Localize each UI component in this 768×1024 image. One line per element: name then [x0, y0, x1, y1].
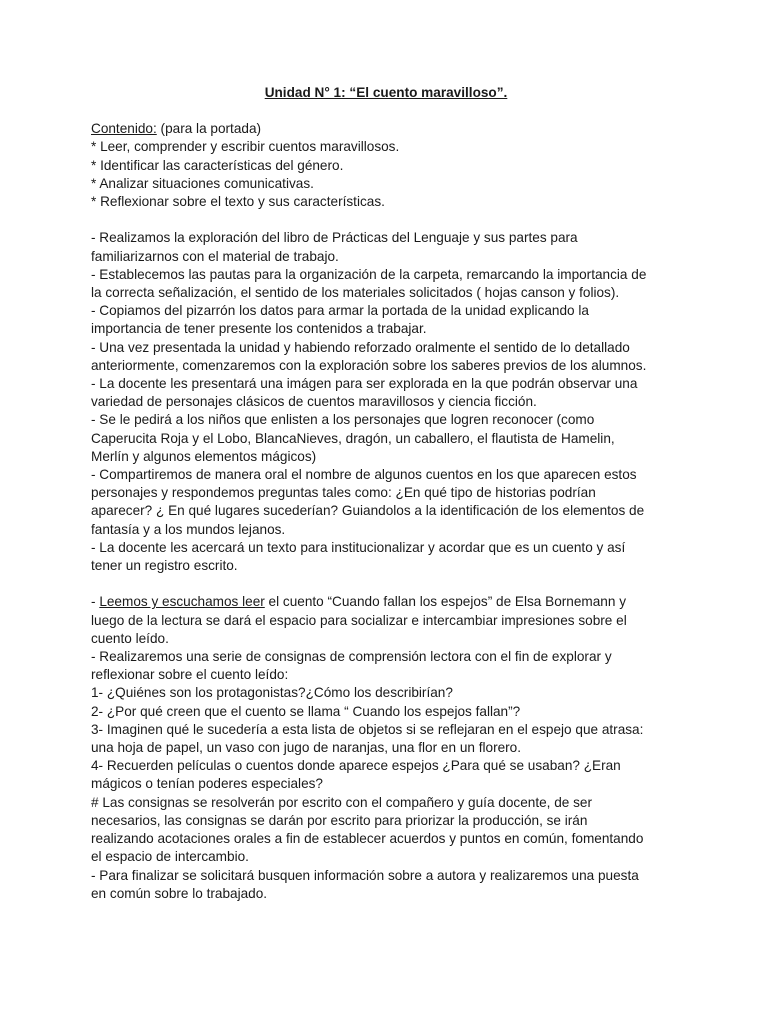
paragraph-gap — [91, 211, 681, 229]
text-line: - Realizaremos una serie de consignas de comprensión lectora con el fin de explorar y — [91, 649, 612, 665]
text-line: cuento leído. — [91, 630, 169, 646]
text-line: 4- Recuerden películas o cuentos donde aparece espejos ¿Para qué se usaban? ¿Eran — [91, 758, 621, 774]
text-line: - Se le pedirá a los niños que enlisten a los personajes que logren reconocer (como — [91, 412, 595, 428]
activities-block-2 — [91, 612, 681, 903]
text-line: la correcta señalización, el sentido de los materiales solicitados ( hojas canson y folios). — [91, 285, 620, 301]
text-line: 1- ¿Quiénes son los protagonistas?¿Cómo los describirían? — [91, 685, 453, 701]
contenido-note: (para la portada) — [156, 121, 262, 137]
text-line: - Una vez presentada la unidad y habiendo reforzado oralmente el sentido de lo detallado — [91, 339, 630, 355]
text-line: luego de la lectura se dará el espacio para socializar e intercambiar impresiones sobre el — [91, 612, 627, 628]
text-line: - Para finalizar se solicitará busquen información sobre a autora y realizaremos una puesta — [91, 867, 639, 883]
text-line: - La docente les presentará una imágen para ser explorada en la que podrán observar una — [91, 376, 638, 392]
text-line: - La docente les acercará un texto para institucionalizar y acordar que es un cuento y así — [91, 539, 626, 555]
text-line: necesarios, las consignas se darán por escrito para priorizar la producción, se irán — [91, 812, 588, 828]
contenido-heading — [91, 120, 681, 138]
document-page — [91, 84, 681, 903]
contenido-bullet: * Identificar las características del género. — [91, 157, 344, 173]
text-line: Merlín y algunos elementos mágicos) — [91, 448, 317, 464]
text-line: en común sobre lo trabajado. — [91, 885, 268, 901]
paragraph-gap — [91, 575, 681, 593]
text-line: - Realizamos la exploración del libro de Prácticas del Lenguaje y sus partes para — [91, 230, 578, 246]
reading-intro-rest: el cuento “Cuando fallan los espejos” de Elsa Bornemann y — [264, 594, 626, 610]
text-line: tener un registro escrito. — [91, 558, 238, 574]
text-line: personajes y respondemos preguntas tales como: ¿En qué tipo de historias podrían — [91, 485, 596, 501]
contenido-bullet: * Leer, comprender y escribir cuentos maravillosos. — [91, 139, 400, 155]
text-line: 3- Imaginen qué le sucedería a esta lista de objetos si se reflejaran en el espejo que atrasa: — [91, 721, 644, 737]
text-line: fantasía y a los mundos lejanos. — [91, 521, 286, 537]
document-title: Unidad N° 1: “El cuento maravilloso”. — [264, 85, 508, 100]
text-line: - Establecemos las pautas para la organización de la carpeta, remarcando la importancia de — [91, 266, 647, 282]
reading-intro-prefix: - — [91, 594, 100, 610]
text-line: - Copiamos del pizarrón los datos para armar la portada de la unidad explicando la — [91, 303, 589, 319]
contenido-bullets — [91, 138, 681, 211]
text-line: importancia de tener presente los contenidos a trabajar. — [91, 321, 427, 337]
text-line: una hoja de papel, un vaso con jugo de naranjas, una flor en un florero. — [91, 740, 522, 756]
contenido-bullet: * Analizar situaciones comunicativas. — [91, 175, 314, 191]
text-line: variedad de personajes clásicos de cuentos maravillosos y ciencia ficción. — [91, 394, 537, 410]
text-line: reflexionar sobre el cuento leído: — [91, 667, 289, 683]
text-line: 2- ¿Por qué creen que el cuento se llama “ Cuando los espejos fallan”? — [91, 703, 521, 719]
reading-intro-line — [91, 593, 681, 611]
reading-intro-underlined: Leemos y escuchamos leer — [99, 594, 265, 610]
contenido-bullet: * Reflexionar sobre el texto y sus características. — [91, 194, 385, 210]
text-line: aparecer? ¿ En qué lugares sucederían? Guiandolos a la identificación de los elementos de — [91, 503, 645, 519]
text-line: - Compartiremos de manera oral el nombre de algunos cuentos en los que aparecen estos — [91, 467, 637, 483]
text-line: anteriormente, comenzaremos con la exploración sobre los saberes previos de los alumnos. — [91, 357, 647, 373]
text-line: realizando acotaciones orales a fin de establecer acuerdos y puntos en común, fomentando — [91, 831, 644, 847]
contenido-label: Contenido: — [91, 121, 157, 137]
activities-block-1 — [91, 229, 681, 575]
text-line: familiarizarnos con el material de trabajo. — [91, 248, 339, 264]
text-line: el espacio de intercambio. — [91, 849, 249, 865]
text-line: mágicos o tenían poderes especiales? — [91, 776, 323, 792]
text-line: Caperucita Roja y el Lobo, BlancaNieves, dragón, un caballero, el flautista de Hamelin, — [91, 430, 615, 446]
text-line: # Las consignas se resolverán por escrito con el compañero y guía docente, de ser — [91, 794, 592, 810]
